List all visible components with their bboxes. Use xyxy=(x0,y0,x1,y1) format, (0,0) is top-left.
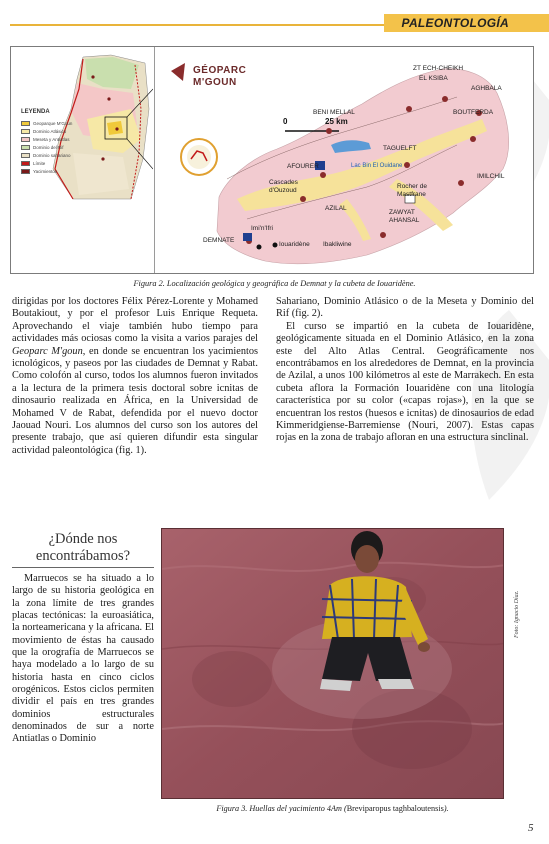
place-iouaridene: Iouaridène xyxy=(279,241,310,248)
section-heading: PALEONTOLOGÍA xyxy=(401,16,509,30)
morocco-map-graphic xyxy=(13,49,153,271)
place-beni-mellal: BENI MELLAL xyxy=(313,109,355,116)
figure-2-caption: Figura 2. Localización geológica y geográfica de Demnat y la cubeta de Iouaridène. xyxy=(133,279,416,288)
journal-reference xyxy=(525,528,539,814)
geopark-brand-line2: M'GOUN xyxy=(193,77,237,88)
paragraph: Sahariano, Dominio Atlásico o de la Meseta y Dominio del Rif (fig. 2). xyxy=(276,296,534,320)
legend-item: Yacimientos xyxy=(21,169,57,174)
geopark-brand-line1: GÉOPARC xyxy=(193,65,247,76)
body-column-narrow xyxy=(12,573,154,746)
place-taguelft: TAGUELFT xyxy=(383,145,417,152)
legend-swatch xyxy=(21,153,30,158)
place-cascades-ouzoud: Cascades d'Ouzoud xyxy=(269,179,298,194)
species-name: Breviparopus taghbaloutensis xyxy=(346,804,444,813)
figure-3-photo xyxy=(161,528,504,799)
place-afourer: AFOURER xyxy=(287,163,319,170)
geopark-name: Geoparc M'goun xyxy=(12,345,83,357)
place-demnate: DEMNATE xyxy=(203,237,235,244)
legend-swatch xyxy=(21,145,30,150)
paragraph: Marruecos se ha situado a lo largo de su historia geológica en la zona límite de tres grandes placas tectónicas: la euroasiática, la norteamericana y la africana. El movimiento de éstas ha causado que la orografía de Marruecos se haya modelado a lo largo de su historia hasta en cinco ciclos orogénicos. Estos ciclos permiten dividir el país en tres grandes dominios estructurales denominados de sur a norte Antiatlas o Dominio xyxy=(12,573,154,745)
place-aghbala: AGHBALA xyxy=(471,85,502,92)
legend-swatch xyxy=(21,161,30,166)
place-zawyat-ahansal: ZAWYAT AHANSAL xyxy=(389,209,420,224)
photo-credit: Foto: Ignacio Díaz. xyxy=(514,590,520,638)
place-boutferda: BOUTFERDA xyxy=(453,109,494,116)
legend-item: Meseta y Antiatlas xyxy=(21,137,70,142)
place-rocher-mastfrane: Rocher de Mastfrane xyxy=(397,183,427,198)
legend-swatch xyxy=(21,169,30,174)
paragraph: dirigidas por los doctores Félix Pérez-Lorente y Mohamed Boutakiout, y por el profesor Luis Enrique Requeta. Aprovechando el viaje también hubo tiempo para actividades más ociosas como la visita a varios parajes del Geoparc M'goun, en donde se encuentran los yacimientos icnológicos, y paseos por las ciudades de Demnat y Rabat. Como colofón al curso, todos los alumnos fueron invitados a la lectura de la primera tesis doctoral sobre icnitas de dinosaurio realizada en África, en la Universidad de Mohamed V de Rabat, defendida por el nuevo doctor Jaouad Nouri. Los alumnos del curso son los autores del presente trabajo, que así quieren difundir esta singular actividad paleontológica (fig. 1). xyxy=(12,296,258,456)
legend-swatch xyxy=(21,129,30,134)
legend-item: Límite xyxy=(21,161,45,166)
legend-item: Dominio Atlásico xyxy=(21,129,66,134)
place-imilchil: IMILCHIL xyxy=(477,173,505,180)
figure-2 xyxy=(10,46,534,274)
legend-swatch xyxy=(21,137,30,142)
paragraph: El curso se impartió en la cubeta de Iouaridène, geológicamente situada en el Dominio Atlásico, en la zona este del Alto Atlas Central. Geográficamente nos encontrábamos en los alrededores de Demnat, en la provincia de Azilal, a unos 100 kilómetros al este de Marrakech. En esta cubeta aflora la Formación Iouaridène con una litología característica por su color («capas rojas»), en la que se encuentran los restos (huesos e icnitas) de dinosaurios de edad Kimmeridgiense-Barremiense (Nouri, 2007). Estas capas rojas en la zona de trabajo afloran en una estructura sinclinal. xyxy=(276,320,534,444)
place-lac-bin-el-ouidane: Lac Bin El Ouidane xyxy=(351,163,403,169)
section-rule xyxy=(12,567,154,568)
figure-3-caption: Figura 3. Huellas del yacimiento 4Am (Breviparopus taghbaloutensis). xyxy=(216,804,449,813)
geopark-map xyxy=(157,49,531,271)
legend-item: Dominio sahariano xyxy=(21,153,71,158)
scale-start: 0 xyxy=(283,117,288,126)
running-header xyxy=(0,14,549,32)
place-imi-n-ifri: Imi'n'Ifri xyxy=(251,225,273,232)
place-azilal: AZILAL xyxy=(325,205,347,212)
figure-divider xyxy=(154,47,155,273)
morocco-overview-map xyxy=(13,49,153,271)
legend-item: Geoparque M'Goun xyxy=(21,121,72,126)
legend-title: LEYENDA xyxy=(21,109,50,115)
footprints-photo-graphic xyxy=(162,529,504,799)
legend-item: Dominio del Rif xyxy=(21,145,64,150)
section-title: ¿Dónde nos encontrábamos? xyxy=(35,531,131,564)
page-number: 5 xyxy=(528,822,534,834)
scale-end: 25 km xyxy=(325,117,348,126)
body-column-left xyxy=(12,296,258,457)
body-column-right xyxy=(276,296,534,445)
legend-swatch xyxy=(21,121,30,126)
place-zt-ech-cheikh: ZT ECH-CHEIKH xyxy=(413,65,464,72)
place-ibakliwine: Ibakliwine xyxy=(323,241,352,248)
place-el-ksiba: EL KSIBA xyxy=(419,75,448,82)
